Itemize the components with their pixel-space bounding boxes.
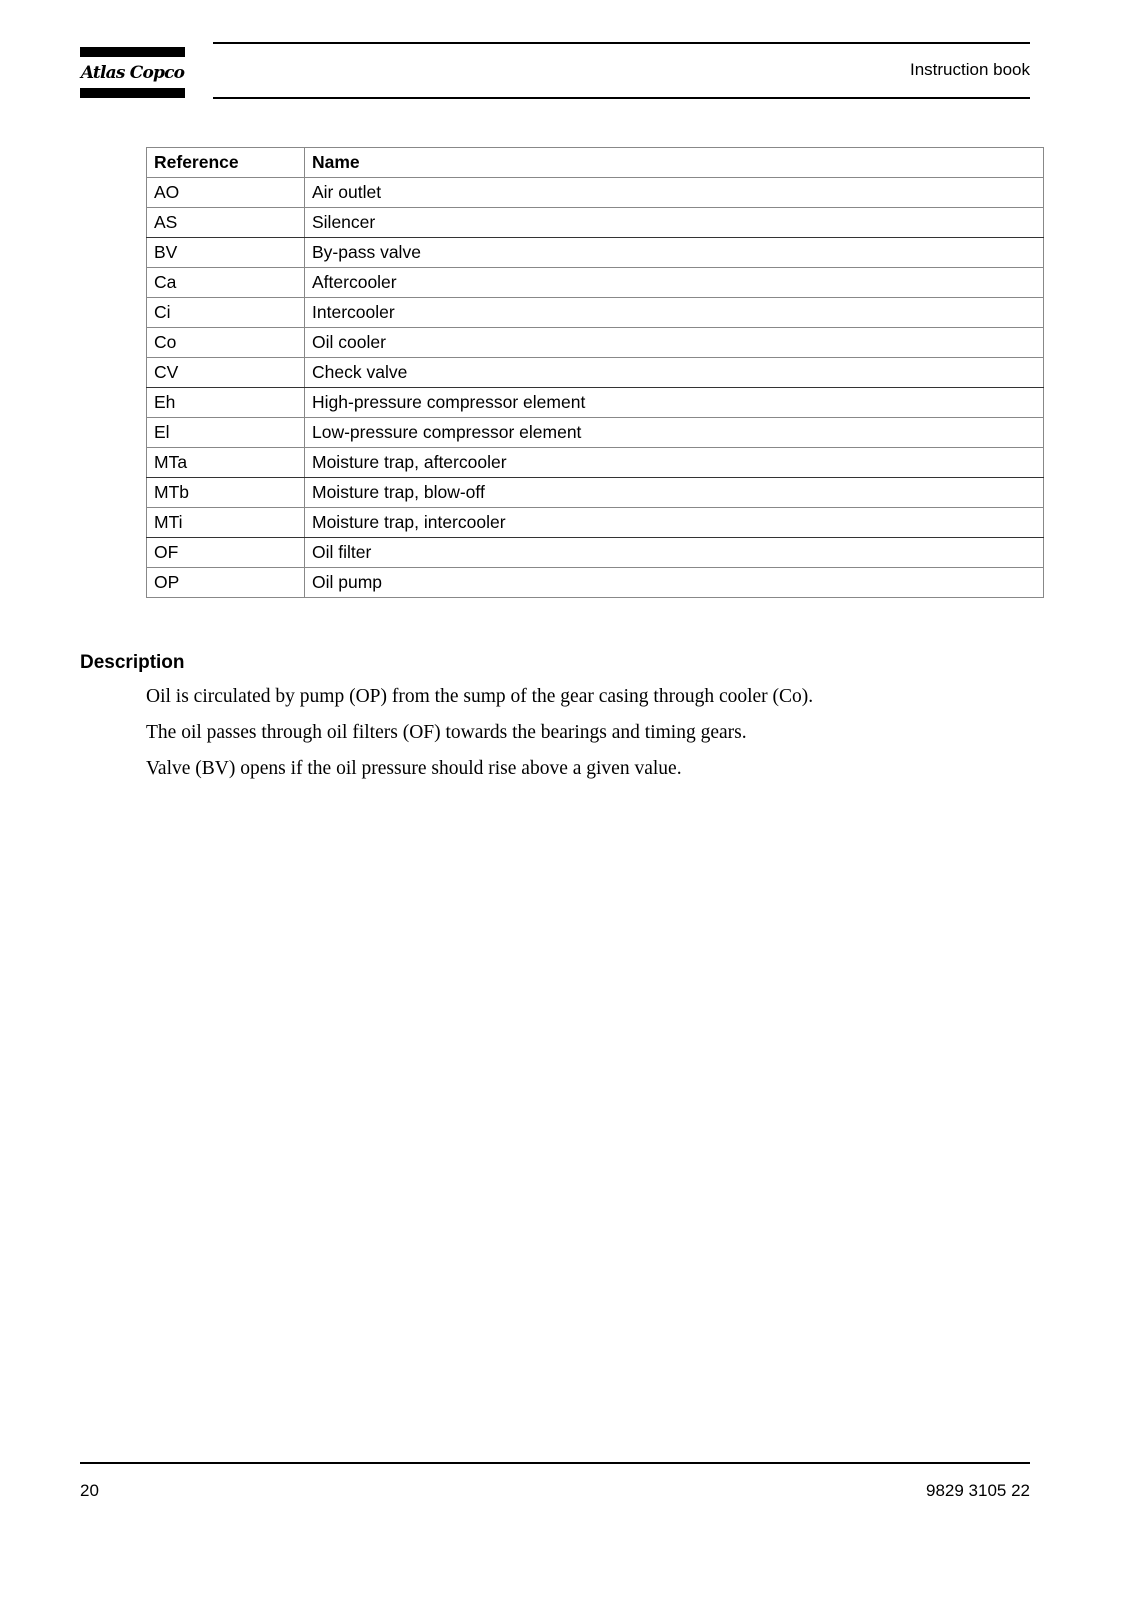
name-cell: High-pressure compressor element: [305, 388, 1044, 418]
reference-cell: OP: [147, 568, 305, 598]
name-cell: Moisture trap, blow-off: [305, 478, 1044, 508]
name-cell: Moisture trap, intercooler: [305, 508, 1044, 538]
name-cell: Check valve: [305, 358, 1044, 388]
reference-cell: MTb: [147, 478, 305, 508]
table-row: [147, 328, 1044, 358]
description-paragraph: The oil passes through oil filters (OF) towards the bearings and timing gears.: [146, 722, 747, 743]
header-bottom-rule: [213, 97, 1030, 99]
reference-cell: MTi: [147, 508, 305, 538]
reference-cell: BV: [147, 238, 305, 268]
name-cell: Low-pressure compressor element: [305, 418, 1044, 448]
table-row: [147, 358, 1044, 388]
description-paragraph: Valve (BV) opens if the oil pressure should rise above a given value.: [146, 758, 682, 779]
name-cell: Air outlet: [305, 178, 1044, 208]
document-type-title: Instruction book: [909, 60, 1030, 79]
reference-cell: MTa: [147, 448, 305, 478]
name-cell: By-pass valve: [305, 238, 1044, 268]
description-heading: Description: [80, 652, 185, 673]
reference-cell: AO: [147, 178, 305, 208]
reference-cell: CV: [147, 358, 305, 388]
atlas-copco-logo: [80, 47, 185, 99]
reference-cell: Co: [147, 328, 305, 358]
reference-cell: AS: [147, 208, 305, 238]
table-row: [147, 178, 1044, 208]
reference-cell: OF: [147, 538, 305, 568]
reference-table: [146, 147, 1044, 598]
table-row: [147, 568, 1044, 598]
table-row: [147, 388, 1044, 418]
name-cell: Silencer: [305, 208, 1044, 238]
reference-table-body: [147, 178, 1044, 598]
table-row: [147, 538, 1044, 568]
logo-wordmark: Atlas Copco: [80, 63, 185, 83]
table-row: [147, 208, 1044, 238]
table-row: [147, 418, 1044, 448]
description-paragraph: Oil is circulated by pump (OP) from the sump of the gear casing through cooler (Co).: [146, 686, 814, 707]
table-row: [147, 298, 1044, 328]
reference-cell: Ca: [147, 268, 305, 298]
column-header-reference: Reference: [147, 148, 305, 178]
table-header-row: [147, 148, 1044, 178]
description-body: [146, 684, 1026, 792]
column-header-name: Name: [305, 148, 1044, 178]
name-cell: Intercooler: [305, 298, 1044, 328]
name-cell: Moisture trap, aftercooler: [305, 448, 1044, 478]
reference-cell: Eh: [147, 388, 305, 418]
document-number: 9829 3105 22: [926, 1481, 1030, 1500]
table-row: [147, 238, 1044, 268]
logo-top-bar: [80, 47, 185, 57]
logo-bottom-bar: [80, 88, 185, 98]
table-row: [147, 508, 1044, 538]
table-row: [147, 448, 1044, 478]
reference-cell: Ci: [147, 298, 305, 328]
footer-rule: [80, 1462, 1030, 1464]
name-cell: Aftercooler: [305, 268, 1044, 298]
name-cell: Oil pump: [305, 568, 1044, 598]
table-row: [147, 268, 1044, 298]
table-row: [147, 478, 1044, 508]
name-cell: Oil cooler: [305, 328, 1044, 358]
reference-cell: El: [147, 418, 305, 448]
page-number: 20: [80, 1481, 99, 1500]
name-cell: Oil filter: [305, 538, 1044, 568]
header-top-rule: [213, 42, 1030, 44]
